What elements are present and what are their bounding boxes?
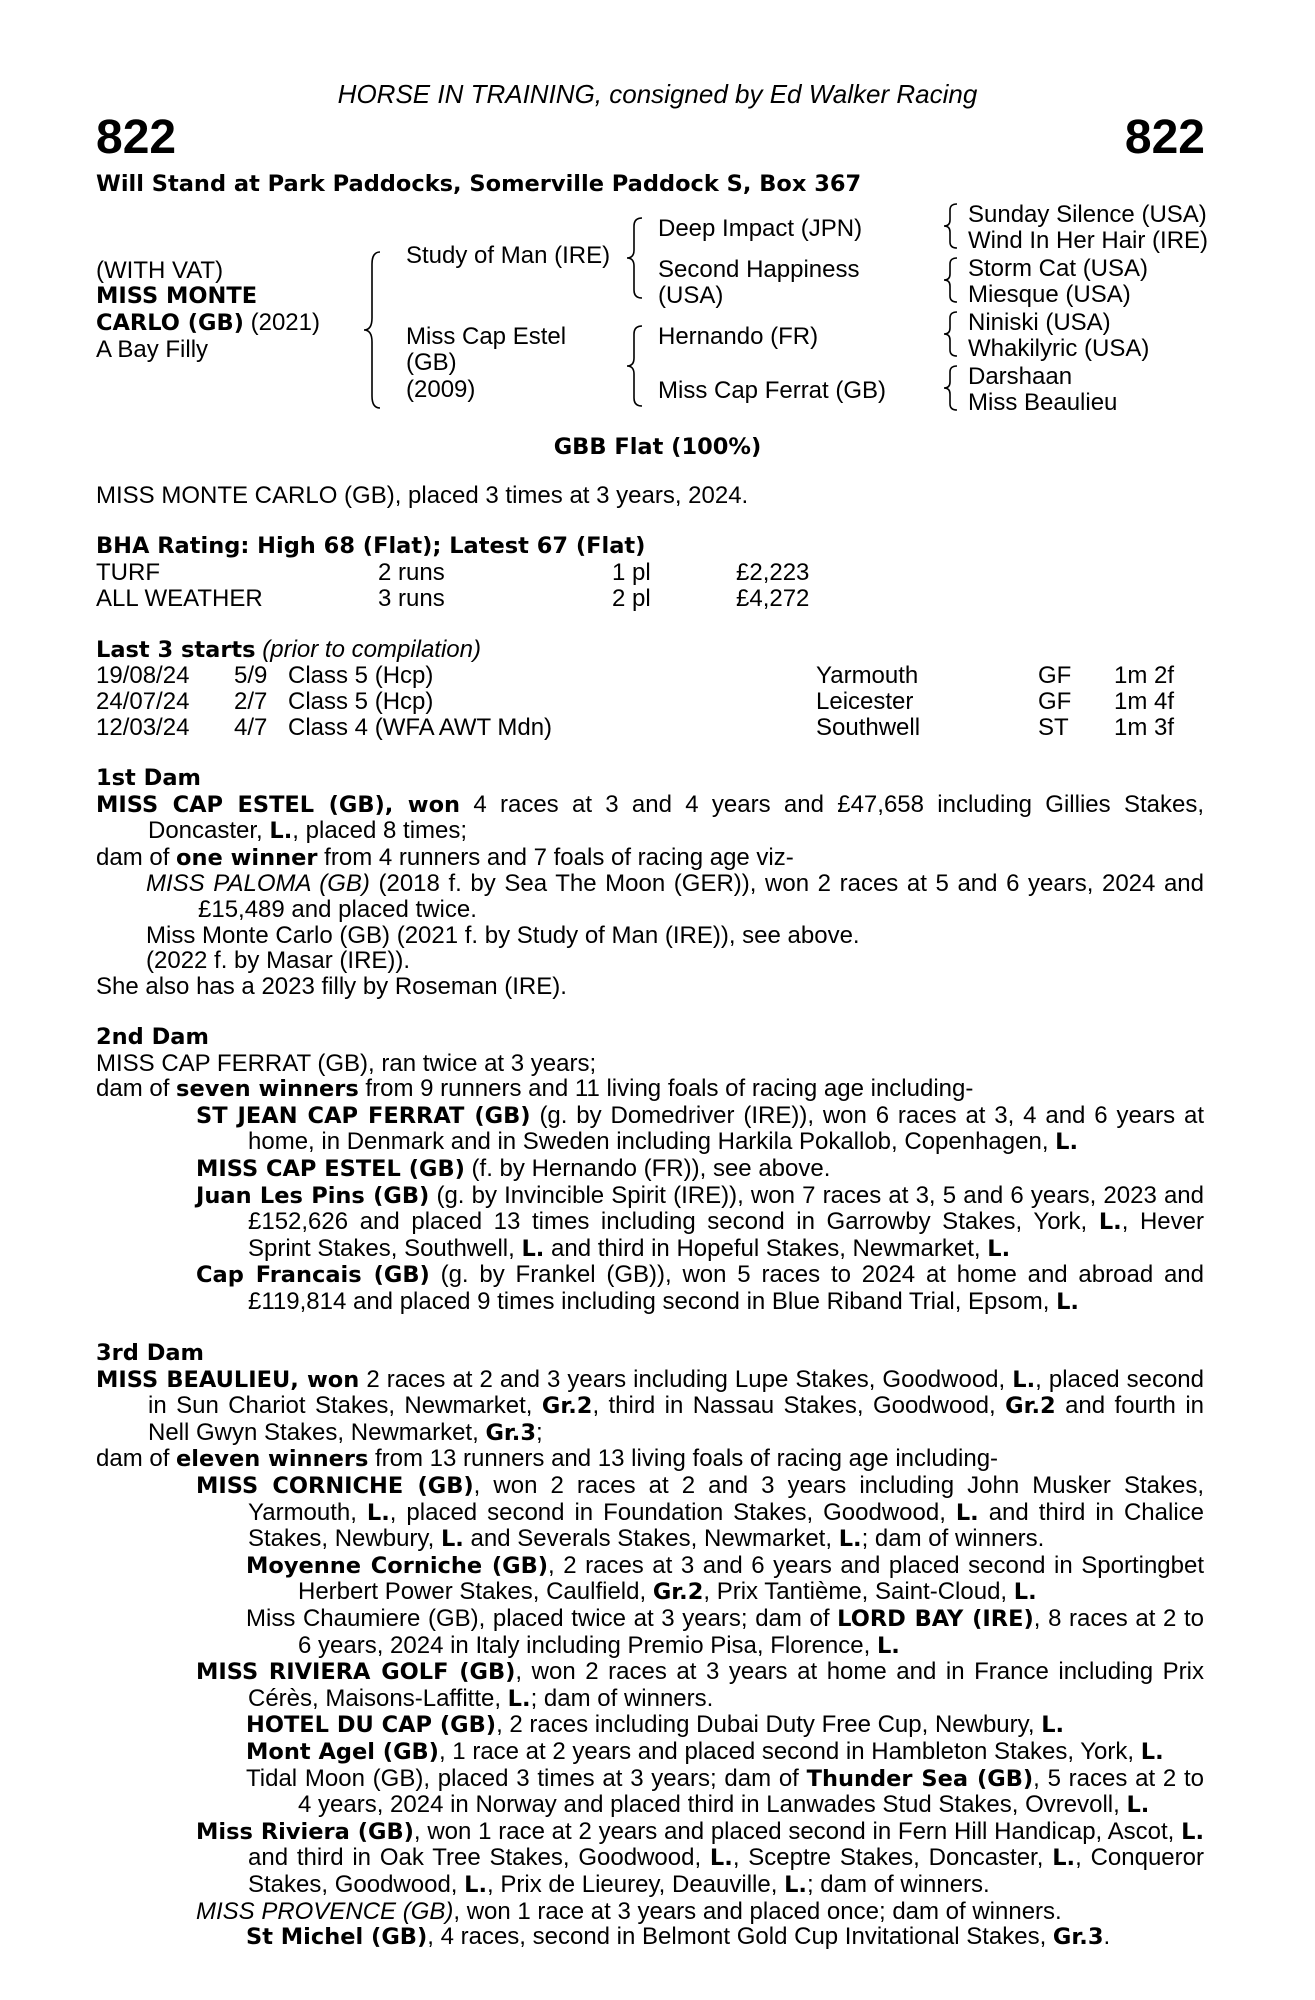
dam-name-line1: Miss Cap Estel: [406, 323, 567, 350]
start-race: Class 4 (WFA AWT Mdn): [288, 714, 553, 741]
granddam-3: Whakilyric (USA): [968, 335, 1150, 362]
produce-item: MISS PROVENCE (GB), won 1 race at 3 years and placed once; dam of winners.: [196, 1897, 1062, 1925]
first-dam-record: MISS CAP ESTEL (GB), won 4 races at 3 and 4 years and £47,658 including Gillies Stakes, Doncaster, L., placed 8 times;: [96, 790, 1204, 845]
lot-number-left: 822: [96, 111, 177, 164]
start-date: 12/03/24: [96, 714, 190, 741]
granddam-1: Wind In Her Hair (IRE): [968, 227, 1209, 254]
race-summary: MISS MONTE CARLO (GB), placed 3 times at 3 years, 2024.: [96, 482, 749, 509]
horse-year: (2021): [243, 309, 320, 336]
start-distance: 1m 4f: [1114, 688, 1175, 715]
horse-name-line1: MISS MONTE: [96, 283, 258, 309]
start-race: Class 5 (Hcp): [288, 688, 434, 715]
produce-item: Juan Les Pins (GB) (g. by Invincible Spirit (IRE)), won 7 races at 3, 5 and 6 years, 2023 and £152,626 and placed 13 times including second in Garrowby Stakes, York, L., Hever Sprint Stakes, Southwell, L. and third in Hopeful Stakes, Newmarket, L.: [196, 1181, 1204, 1262]
last-starts-heading: [96, 637, 481, 664]
catalogue-header: HORSE IN TRAINING, consigned by Ed Walker Racing: [337, 79, 978, 109]
dam-dam: Miss Cap Ferrat (GB): [658, 377, 887, 404]
start-course: Leicester: [816, 688, 914, 715]
start-going: GF: [1038, 688, 1072, 715]
second-dam-produce: dam of seven winners from 9 runners and 11 living foals of racing age including-: [96, 1075, 974, 1103]
brace-g2: [946, 256, 962, 306]
grandsire-4: Darshaan: [968, 363, 1073, 390]
brace-dam: [630, 324, 648, 408]
start-row: [96, 715, 1236, 741]
horse-name-part: CARLO (GB): [96, 310, 244, 336]
second-dam-heading: 2nd Dam: [96, 1023, 209, 1050]
runs: 3 runs: [378, 585, 445, 612]
produce-item: MISS RIVIERA GOLF (GB), won 2 races at 3 years at home and in France including Prix Cérès, Maisons-Laffitte, L.; dam of winners.: [196, 1658, 1204, 1712]
third-dam-produce: dam of eleven winners from 13 runners and 13 living foals of racing age including-: [96, 1445, 999, 1473]
rating-row-turf: [96, 560, 1236, 586]
start-going: GF: [1038, 662, 1072, 689]
produce-item: MISS CORNICHE (GB), won 2 races at 2 and 3 years including John Musker Stakes, Yarmouth, L., placed second in Foundation Stakes, Goodwood, L. and third in Chalice Stakes, Newbury, L. and Severals Stakes, Newmarket, L.; dam of winners.: [196, 1472, 1205, 1553]
start-position: 4/7: [234, 714, 268, 741]
first-dam-section: [96, 766, 1204, 1951]
horse-name-line2: [96, 310, 320, 337]
placings: 2 pl: [612, 585, 651, 612]
placings: 1 pl: [612, 559, 651, 586]
grandsire-2: Storm Cat (USA): [968, 255, 1149, 282]
start-position: 2/7: [234, 688, 268, 715]
produce-item: ST JEAN CAP FERRAT (GB) (g. by Domedriver (IRE)), won 6 races at 3, 4 and 6 years at home, in Denmark and in Sweden including Harkila Pokallob, Copenhagen, L.: [196, 1101, 1204, 1156]
lot-number-right: 822: [1124, 111, 1205, 164]
produce-item: Miss Riviera (GB), won 1 race at 2 years and placed second in Fern Hill Handicap, Ascot, L. and third in Oak Tree Stakes, Goodwood, L., Sceptre Stakes, Doncaster, L., Conqueror Stakes, Goodwood, L., Prix de Lieurey, Deauville, L.; dam of winners.: [196, 1817, 1204, 1898]
brace-g4: [946, 364, 962, 414]
first-dam-note: She also has a 2023 filly by Roseman (IRE).: [96, 972, 567, 1000]
brace-g1: [946, 202, 962, 252]
produce-item: St Michel (GB), 4 races, second in Belmont Gold Cup Invitational Stakes, Gr.3.: [246, 1923, 1111, 1951]
produce-item: Mont Agel (GB), 1 race at 2 years and placed second in Hambleton Stakes, York, L.: [246, 1737, 1164, 1765]
brace-sire: [630, 216, 648, 300]
start-date: 19/08/24: [96, 662, 190, 689]
runs: 2 runs: [378, 559, 445, 586]
prize-money: £2,223: [736, 559, 810, 586]
start-distance: 1m 2f: [1114, 662, 1175, 689]
dam-sire: Hernando (FR): [658, 323, 819, 350]
last-starts-note: (prior to compilation): [255, 636, 481, 663]
grandsire-3: Niniski (USA): [968, 309, 1111, 336]
produce-item: (2022 f. by Masar (IRE)).: [146, 947, 411, 975]
produce-item: Tidal Moon (GB), placed 3 times at 3 years; dam of Thunder Sea (GB), 5 races at 2 to 4 years, 2024 in Norway and placed third in Lanwades Stud Stakes, Ovrevoll, L.: [246, 1764, 1205, 1819]
third-dam-record: MISS BEAULIEU, won 2 races at 2 and 3 years including Lupe Stakes, Goodwood, L., placed second in Sun Chariot Stakes, Newmarket, Gr.2, third in Nassau Stakes, Goodwood, Gr.2 and fourth in Nell Gwyn Stakes, Newmarket, Gr.3;: [96, 1365, 1204, 1446]
surface: TURF: [96, 559, 160, 586]
horse-description: A Bay Filly: [96, 336, 209, 363]
granddam-4: Miss Beaulieu: [968, 389, 1118, 416]
dam-name-line2: (GB): [406, 349, 457, 376]
first-dam-heading: 1st Dam: [96, 765, 201, 791]
sire-dam-line2: (USA): [658, 282, 724, 309]
last-starts-title: Last 3 starts: [96, 637, 256, 663]
start-distance: 1m 3f: [1114, 714, 1175, 741]
start-course: Yarmouth: [816, 662, 919, 689]
second-dam-record: MISS CAP FERRAT (GB), ran twice at 3 years;: [96, 1049, 597, 1077]
produce-item: MISS PALOMA (GB) (2018 f. by Sea The Moon (GER)), won 2 races at 5 and 6 years, 2024 and £15,489 and placed twice.: [146, 870, 1205, 923]
produce-item: HOTEL DU CAP (GB), 2 races including Dubai Duty Free Cup, Newbury, L.: [246, 1711, 1065, 1739]
stand-location: Will Stand at Park Paddocks, Somerville Paddock S, Box 367: [96, 171, 862, 197]
bha-rating: BHA Rating: High 68 (Flat); Latest 67 (Flat): [96, 533, 646, 559]
produce-item: Moyenne Corniche (GB), 2 races at 3 and 6 years and placed second in Sportingbet Herbert Power Stakes, Caulfield, Gr.2, Prix Tantième, Saint-Cloud, L.: [246, 1551, 1205, 1606]
grandsire-1: Sunday Silence (USA): [968, 201, 1207, 228]
brace-horse: [368, 250, 390, 410]
vat-note: (WITH VAT): [96, 257, 224, 284]
third-dam-heading: 3rd Dam: [96, 1340, 204, 1367]
prize-money: £4,272: [736, 585, 810, 612]
produce-item: Miss Monte Carlo (GB) (2021 f. by Study of Man (IRE)), see above.: [146, 921, 860, 949]
start-row: [96, 689, 1236, 715]
sire-sire: Deep Impact (JPN): [658, 215, 863, 242]
brace-g3: [946, 310, 962, 360]
start-date: 24/07/24: [96, 688, 190, 715]
rating-row-aw: [96, 586, 1236, 612]
sire-name: Study of Man (IRE): [406, 242, 611, 269]
first-dam-produce: dam of one winner from 4 runners and 7 foals of racing age viz-: [96, 843, 794, 871]
produce-item: MISS CAP ESTEL (GB) (f. by Hernando (FR)), see above.: [196, 1154, 831, 1182]
sire-dam-line1: Second Happiness: [658, 256, 860, 283]
start-course: Southwell: [816, 714, 921, 741]
produce-item: Cap Francais (GB) (g. by Frankel (GB)), won 5 races to 2024 at home and abroad and £119,814 and placed 9 times including second in Blue Riband Trial, Epsom, L.: [196, 1261, 1205, 1315]
start-going: ST: [1038, 714, 1069, 741]
start-row: [96, 663, 1236, 689]
dam-name-line3: (2009): [406, 376, 476, 403]
surface: ALL WEATHER: [96, 585, 263, 612]
gbb-flat: GBB Flat (100%): [553, 434, 762, 460]
granddam-2: Miesque (USA): [968, 281, 1131, 308]
start-race: Class 5 (Hcp): [288, 662, 434, 689]
produce-item: Miss Chaumiere (GB), placed twice at 3 years; dam of LORD BAY (IRE), 8 races at 2 to 6 years, 2024 in Italy including Premio Pisa, Florence, L.: [246, 1605, 1204, 1659]
start-position: 5/9: [234, 662, 268, 689]
